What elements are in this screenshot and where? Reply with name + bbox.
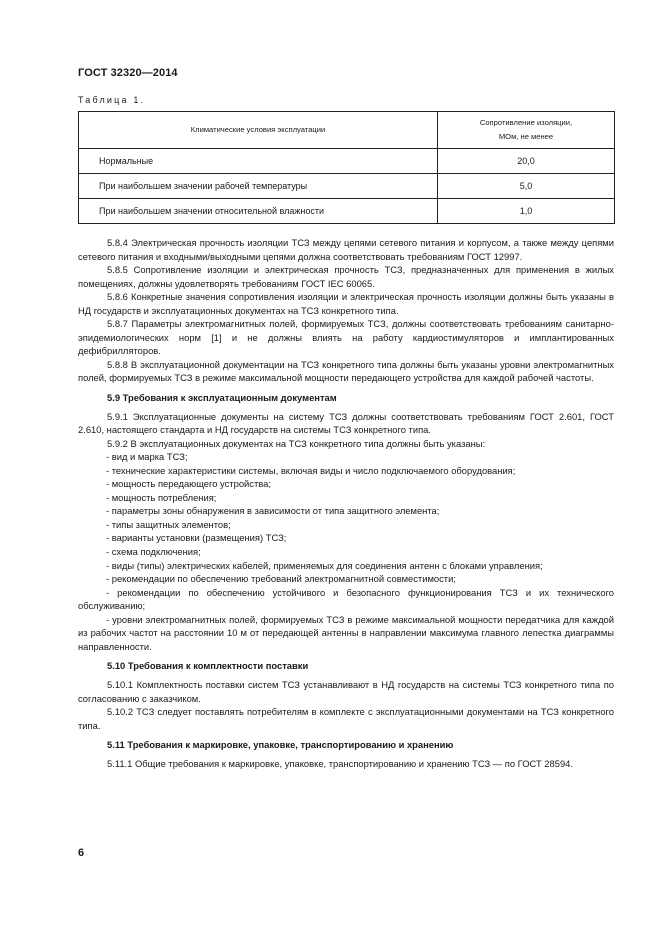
paragraph-5-9-1: 5.9.1 Эксплуатационные документы на систему ТСЗ должны соответствовать требованиям ГОСТ 2.601, ГОСТ 2.610, настоящего стандарта и НД государств на системы ТСЗ конкретного типа. [78, 410, 614, 436]
table-row [79, 174, 615, 199]
document-header: ГОСТ 32320—2014 [78, 67, 178, 79]
list-item: - вид и марка ТСЗ; [106, 451, 188, 463]
list-item: - параметры зоны обнаружения в зависимости от типа защитного элемента; [106, 505, 440, 517]
paragraph-5-8-6: 5.8.6 Конкретные значения сопротивления изоляции и электрическая прочность изоляции должны быть указаны в НД государств и эксплуатационных документах на ТСЗ конкретного типа. [78, 291, 614, 316]
list-item: - мощность передающего устройства; [106, 478, 271, 490]
list-item: - виды (типы) электрических кабелей, применяемых для соединения антенн с блоками управления; [106, 559, 543, 571]
list-item: - технические характеристики системы, включая виды и число подключаемого оборудования; [106, 464, 516, 476]
table-cell-value: 5,0 [438, 174, 615, 199]
table-cell-condition: При наибольшем значении рабочей температуры [79, 174, 438, 199]
table-cell-value: 1,0 [438, 199, 615, 224]
column-header-resistance [438, 112, 615, 149]
section-heading-5-9: 5.9 Требования к эксплуатационным документам [107, 391, 337, 403]
table-cell-condition: Нормальные [79, 149, 438, 174]
list-item: - типы защитных элементов; [106, 518, 231, 530]
paragraph-5-8-7: 5.8.7 Параметры электромагнитных полей, формируемых ТСЗ, должны соответствовать требованиям санитарно-эпидемиологических норм [1] и не должны влиять на работу кардиостимуляторов и имплантированных дефибрилляторов. [78, 318, 614, 357]
list-item: - рекомендации по обеспечению устойчивого и безопасного функционирования ТСЗ и их технического обслуживанию; [78, 586, 614, 612]
paragraph-5-10-1: 5.10.1 Комплектность поставки систем ТСЗ устанавливают в НД государств на системы ТСЗ конкретного типа по согласованию с заказчиком. [78, 678, 614, 704]
paragraph-5-11-1: 5.11.1 Общие требования к маркировке, упаковке, транспортированию и хранению ТСЗ — по ГОСТ 28594. [107, 757, 573, 769]
list-item: - рекомендации по обеспечению требований электромагнитной совместимости; [106, 573, 456, 585]
table-row [79, 149, 615, 174]
paragraph-5-8-5: 5.8.5 Сопротивление изоляции и электрическая прочность ТСЗ, предназначенных для применения в жилых помещениях, должны удовлетворять требованиям ГОСТ IEC 60065. [78, 264, 614, 289]
table-cell-condition: При наибольшем значении относительной влажности [79, 199, 438, 224]
list-item: - мощность потребления; [106, 491, 217, 503]
column-header-resistance-line1: Сопротивление изоляции, [479, 118, 573, 127]
paragraph-5-8-8: 5.8.8 В эксплуатационной документации на ТСЗ конкретного типа должны быть указаны уровни электромагнитных полей, формируемых ТСЗ в режиме максимальной мощности передающего устройства для каждой рабочей частоты. [78, 358, 614, 384]
column-header-conditions: Климатические условия эксплуатации [79, 112, 438, 149]
page-number: 6 [78, 847, 85, 859]
section-heading-5-11: 5.11 Требования к маркировке, упаковке, транспортированию и хранению [107, 738, 454, 750]
paragraph-5-9-2: 5.9.2 В эксплуатационных документах на ТСЗ конкретного типа должны быть указаны: [107, 437, 486, 449]
column-header-resistance-line2: МОм, не менее [498, 132, 554, 141]
section-heading-5-10: 5.10 Требования к комплектности поставки [107, 659, 309, 671]
table-header-row [79, 112, 615, 149]
paragraph-5-8-4: 5.8.4 Электрическая прочность изоляции ТСЗ между цепями сетевого питания и корпусом, а также между цепями сетевого питания и входными/выходными цепями должна соответствовать требованиям ГОСТ 12997. [78, 237, 614, 262]
document-body [78, 236, 614, 770]
insulation-resistance-table [78, 111, 615, 224]
paragraph-5-10-2: 5.10.2 ТСЗ следует поставлять потребителям в комплекте с эксплуатационными документами на ТСЗ конкретного типа. [78, 706, 614, 731]
list-item: - схема подключения; [106, 546, 201, 558]
table-cell-value: 20,0 [438, 149, 615, 174]
list-item: - уровни электромагнитных полей, формируемых ТСЗ в режиме максимальной мощности передатчика для каждой из рабочих частот на расстоянии 10 м от передающей антенны в направлении максимума главного лепестка диаграммы направленности. [78, 613, 614, 652]
table-row [79, 199, 615, 224]
table-caption: Таблица 1. [78, 95, 146, 105]
list-item: - варианты установки (размещения) ТСЗ; [106, 532, 287, 544]
